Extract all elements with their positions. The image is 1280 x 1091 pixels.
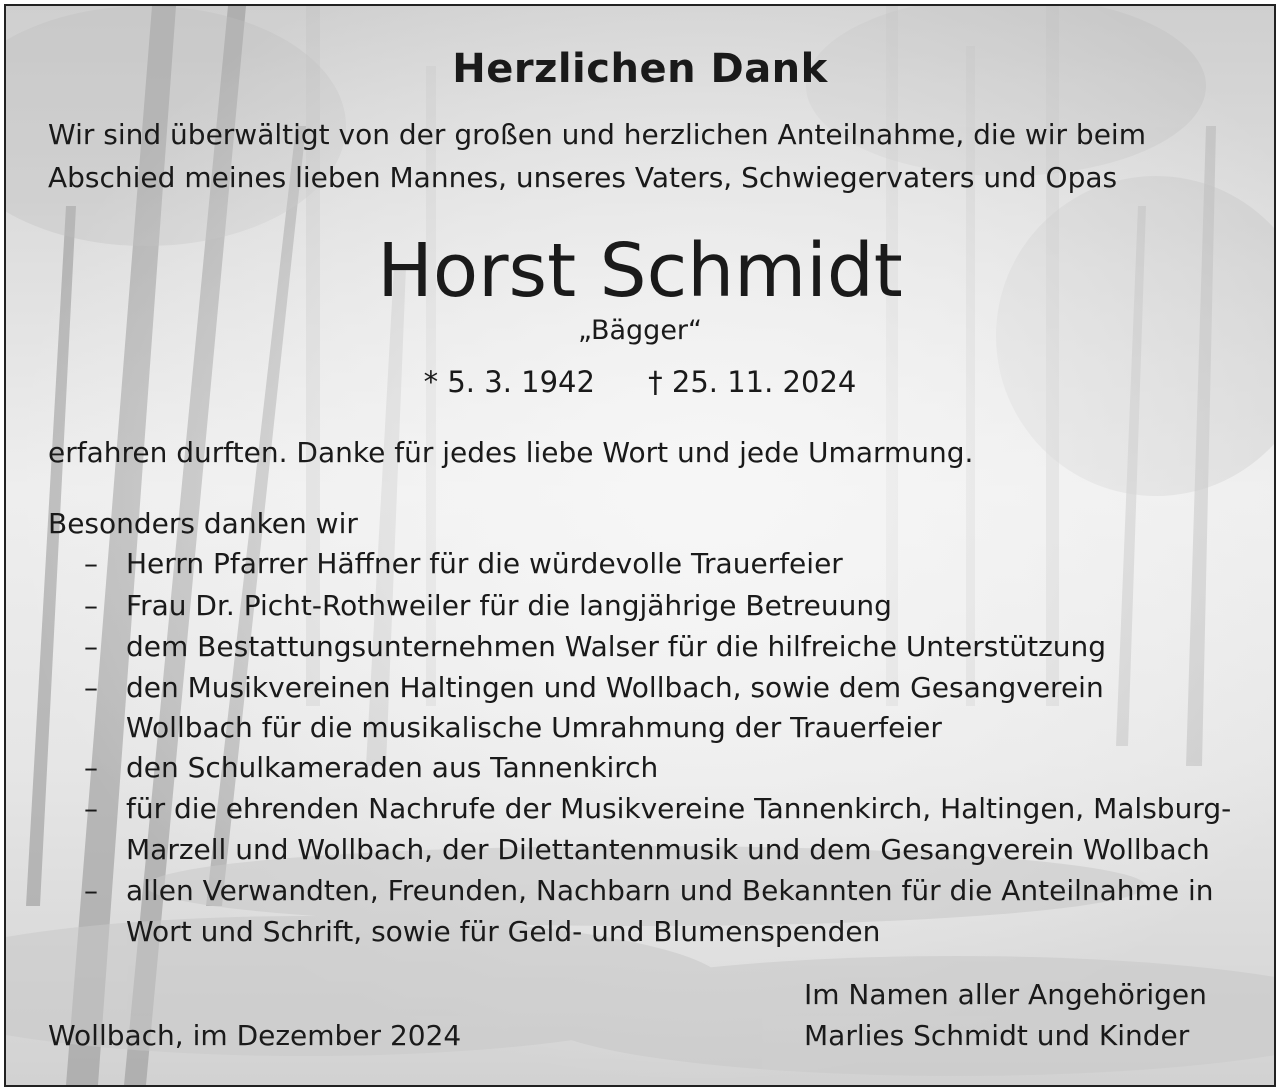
intro-line-1: Wir sind überwältigt von der großen und herzlichen Anteilnahme, die wir beim: [48, 118, 1146, 151]
life-dates: [6, 365, 1274, 399]
list-item: den Schulkameraden aus Tannenkirch: [126, 751, 659, 784]
signature-line-1: Im Namen aller Angehörigen: [804, 978, 1207, 1011]
list-item: dem Bestattungsunternehmen Walser für die hilfreiche Unterstützung: [126, 630, 1107, 663]
list-dash: –: [84, 671, 98, 704]
list-item: allen Verwandten, Freunden, Nachbarn und Bekannten für die Anteilnahme in: [126, 874, 1214, 907]
birth-date: * 5. 3. 1942: [423, 365, 595, 399]
list-dash: –: [84, 630, 98, 663]
list-dash: –: [84, 547, 98, 580]
heading-title: Herzlichen Dank: [452, 46, 828, 92]
death-date: † 25. 11. 2024: [648, 365, 857, 399]
list-dash: –: [84, 589, 98, 622]
after-text: erfahren durften. Danke für jedes liebe Wort und jede Umarmung.: [48, 436, 974, 469]
signature-line-2: Marlies Schmidt und Kinder: [804, 1019, 1190, 1052]
list-item-continuation: Marzell und Wollbach, der Dilettantenmusik und dem Gesangverein Wollbach: [126, 833, 1210, 866]
list-item: den Musikvereinen Haltingen und Wollbach, sowie dem Gesangverein: [126, 671, 1104, 704]
obituary-card: [4, 4, 1276, 1087]
list-item: Herrn Pfarrer Häffner für die würdevolle Trauerfeier: [126, 547, 843, 580]
deceased-nickname: „Bägger“: [577, 315, 703, 346]
list-dash: –: [84, 792, 98, 825]
deceased-name: Horst Schmidt: [377, 228, 903, 314]
list-dash: –: [84, 874, 98, 907]
list-item-continuation: Wollbach für die musikalische Umrahmung der Trauerfeier: [126, 711, 942, 744]
list-item: Frau Dr. Picht-Rothweiler für die langjährige Betreuung: [126, 589, 892, 622]
list-item: für die ehrenden Nachrufe der Musikvereine Tannenkirch, Haltingen, Malsburg-: [126, 792, 1232, 825]
intro-line-2: Abschied meines lieben Mannes, unseres Vaters, Schwiegervaters und Opas: [48, 161, 1118, 194]
list-item-continuation: Wort und Schrift, sowie für Geld- und Blumenspenden: [126, 915, 881, 948]
place-date: Wollbach, im Dezember 2024: [48, 1019, 462, 1052]
list-dash: –: [84, 751, 98, 784]
thanks-intro: Besonders danken wir: [48, 507, 358, 540]
